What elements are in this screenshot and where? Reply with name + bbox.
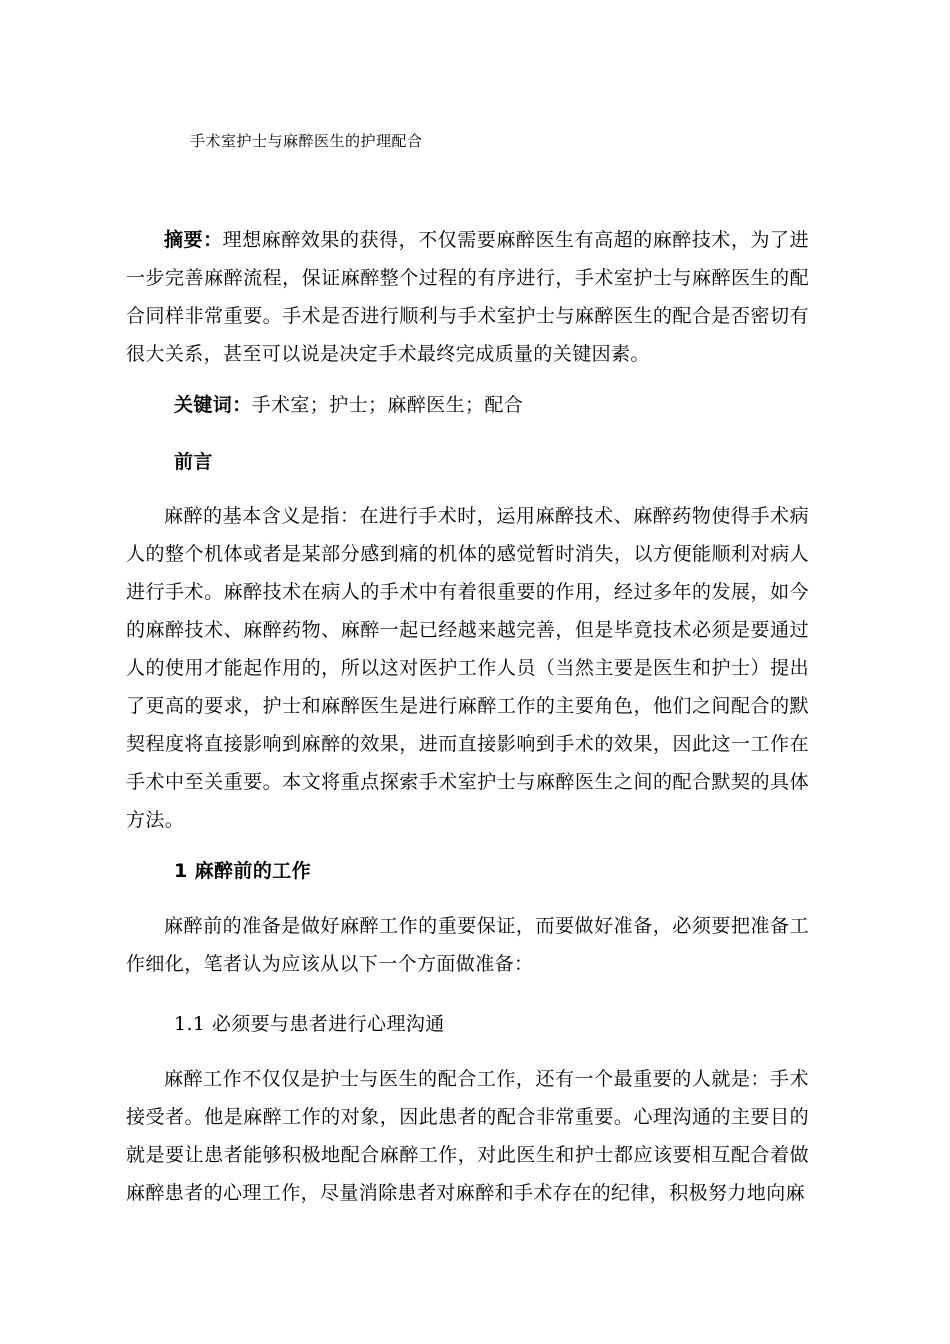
keywords-label: 关键词： (174, 394, 252, 416)
section-1-1-paragraph: 麻醉工作不仅仅是护士与医生的配合工作，还有一个最重要的人就是：手术接受者。他是麻醉工作的对象，因此患者的配合非常重要。心理沟通的主要目的就是要让患者能够积极地配合麻醉工作，对此医生和护士都应该要相互配合着做麻醉患者的心理工作，尽量消除患者对麻醉和手术存在的纪律，积极努力地向麻 (126, 1068, 809, 1204)
section-1-1-heading: 1.1 必须要与患者进行心理沟通 (174, 1013, 445, 1035)
document-title: 手术室护士与麻醉医生的护理配合 (190, 132, 423, 150)
section-1-heading: 1 麻醉前的工作 (174, 860, 312, 882)
keywords-line (174, 386, 523, 424)
preface-heading: 前言 (174, 451, 213, 473)
abstract-paragraph (126, 221, 809, 373)
keywords-text: 手术室；护士；麻醉医生；配合 (251, 394, 524, 416)
section-1-paragraph: 麻醉前的准备是做好麻醉工作的重要保证，而要做好准备，必须要把准备工作细化，笔者认为应该从以下一个方面做准备： (126, 915, 809, 975)
preface-paragraph: 麻醉的基本含义是指：在进行手术时，运用麻醉技术、麻醉药物使得手术病人的整个机体或者是某部分感到痛的机体的感觉暂时消失，以方便能顺利对病人进行手术。麻醉技术在病人的手术中有着很重要的作用，经过多年的发展，如今的麻醉技术、麻醉药物、麻醉一起已经越来越完善，但是毕竟技术必须是要通过人的使用才能起作用的，所以这对医护工作人员（当然主要是医生和护士）提出了更高的要求，护士和麻醉医生是进行麻醉工作的主要角色，他们之间配合的默契程度将直接影响到麻醉的效果，进而直接影响到手术的效果，因此这一工作在手术中至关重要。本文将重点探索手术室护士与麻醉医生之间的配合默契的具体方法。 (126, 505, 809, 831)
abstract-label: 摘要： (164, 229, 223, 251)
abstract-text: 理想麻醉效果的获得，不仅需要麻醉医生有高超的麻醉技术，为了进一步完善麻醉流程，保证麻醉整个过程的有序进行，手术室护士与麻醉医生的配合同样非常重要。手术是否进行顺利与手术室护士与麻醉医生的配合是否密切有很大关系，甚至可以说是决定手术最终完成质量的关键因素。 (126, 229, 809, 365)
